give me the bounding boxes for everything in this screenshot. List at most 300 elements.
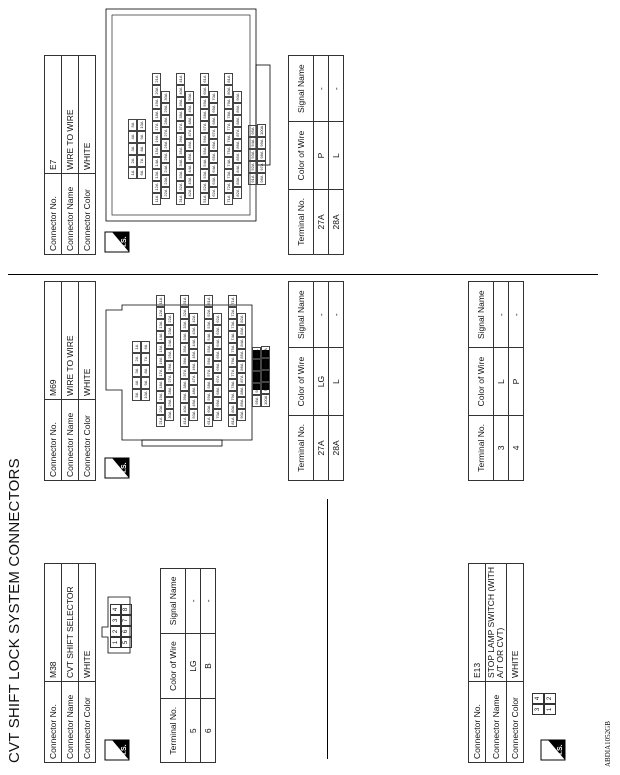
label: Connector No. bbox=[45, 174, 62, 255]
terminal-pin: 63A bbox=[213, 325, 222, 337]
value: WIRE TO WIRE bbox=[62, 282, 79, 400]
terminal-pin: 44A bbox=[185, 163, 194, 175]
col-signal: Signal Name bbox=[469, 282, 494, 348]
terminal-pin: 24A bbox=[161, 163, 170, 175]
terminal-pin: 84A bbox=[233, 163, 242, 175]
terminal-pin: 69A bbox=[209, 103, 218, 115]
terminal-pin: 87A bbox=[233, 127, 242, 139]
pin-row bbox=[128, 73, 137, 179]
pin-row bbox=[200, 73, 209, 205]
terminal-pin: 68A bbox=[209, 115, 218, 127]
terminal-pin: 48A bbox=[189, 385, 198, 397]
terminal-pin: 32A bbox=[180, 307, 189, 319]
pin-row bbox=[137, 73, 146, 179]
label: Connector Name bbox=[62, 400, 79, 481]
terminal-pin: 77A bbox=[224, 121, 233, 133]
col-signal: Signal Name bbox=[161, 569, 186, 634]
terminal-pin: 50A bbox=[185, 91, 194, 103]
terminal-pin: 39A bbox=[180, 391, 189, 403]
terminal-pin: 60A bbox=[204, 403, 213, 415]
terminal-pin: 30A bbox=[161, 91, 170, 103]
value: STOP LAMP SWITCH (WITH A/T OR CVT) bbox=[486, 564, 507, 682]
terminal-pin: 97A bbox=[261, 358, 270, 370]
terminal-pin: 85A bbox=[233, 151, 242, 163]
terminal-pin: 95A bbox=[252, 395, 261, 407]
e13-pins-bottom bbox=[544, 693, 556, 715]
terminal-pin: 88A bbox=[233, 115, 242, 127]
terminal-pin: 7 bbox=[120, 615, 132, 626]
terminal-pin: 10A bbox=[137, 119, 146, 131]
terminal-pin: 55A bbox=[204, 343, 213, 355]
terminal-pin: 47A bbox=[189, 373, 198, 385]
terminal-pin: 71A bbox=[228, 295, 237, 307]
terminal-pin: 19A bbox=[152, 97, 161, 109]
terminal-pin: 52A bbox=[204, 307, 213, 319]
pin-row bbox=[180, 295, 189, 427]
terminal-pin: 63A bbox=[209, 175, 218, 187]
e13-pins-top bbox=[532, 693, 544, 715]
terminal-pin: 81A bbox=[224, 73, 233, 85]
terminal-pin: 56A bbox=[200, 133, 209, 145]
terminal-pin: 80A bbox=[224, 85, 233, 97]
terminal-pin: 76A bbox=[228, 355, 237, 367]
terminal-pin: 48A bbox=[185, 115, 194, 127]
terminal-pin: 25A bbox=[161, 151, 170, 163]
terminal-pin: 7A bbox=[137, 155, 146, 167]
terminal-pin: 60A bbox=[200, 85, 209, 97]
label: Connector No. bbox=[45, 400, 62, 481]
terminal-pin: 99A bbox=[257, 137, 266, 149]
terminal-pin: 28A bbox=[165, 385, 174, 397]
terminal-pin: 12A bbox=[156, 307, 165, 319]
terminal-pin: 75A bbox=[228, 343, 237, 355]
terminal-pin: 72A bbox=[224, 181, 233, 193]
terminal-pin: 66A bbox=[209, 139, 218, 151]
terminal-pin: 1A bbox=[128, 167, 137, 179]
terminal-pin: 3A bbox=[132, 365, 141, 377]
m69-signal-table bbox=[288, 281, 344, 481]
terminal-pin: 40A bbox=[176, 85, 185, 97]
terminal-pin: 58A bbox=[204, 379, 213, 391]
pin-row bbox=[209, 73, 218, 199]
label: Connector Color bbox=[507, 682, 524, 763]
terminal-pin: 91A bbox=[248, 173, 257, 185]
terminal-pin: 41A bbox=[176, 73, 185, 85]
value: M38 bbox=[45, 564, 62, 682]
pin-row bbox=[176, 73, 185, 205]
pin-row bbox=[152, 73, 161, 205]
terminal-pin: 32A bbox=[176, 181, 185, 193]
label: Connector Color bbox=[79, 174, 96, 255]
terminal-pin: 98A bbox=[257, 149, 266, 161]
table-row: 27A LG - bbox=[314, 282, 329, 481]
terminal-pin: 78A bbox=[228, 379, 237, 391]
col-terminal: Terminal No. bbox=[289, 415, 314, 480]
e13-signal-table bbox=[468, 281, 524, 481]
terminal-pin: 26A bbox=[161, 139, 170, 151]
pin-row bbox=[237, 295, 246, 421]
terminal-pin: 6A bbox=[137, 167, 146, 179]
label: Connector Color bbox=[79, 400, 96, 481]
terminal-pin: 23A bbox=[161, 175, 170, 187]
table-row: 4 P - bbox=[509, 282, 524, 481]
terminal-pin: 5A bbox=[132, 389, 141, 401]
terminal-pin: 22A bbox=[161, 187, 170, 199]
terminal-pin: 90A bbox=[233, 91, 242, 103]
terminal-pin: 76A bbox=[224, 133, 233, 145]
terminal-pin: 66A bbox=[213, 361, 222, 373]
terminal-pin: 97A bbox=[257, 161, 266, 173]
terminal-pin: 51A bbox=[204, 295, 213, 307]
terminal-pin: 5 bbox=[120, 637, 132, 648]
terminal-pin: 37A bbox=[180, 367, 189, 379]
terminal-pin: 16A bbox=[152, 133, 161, 145]
terminal-pin: 67A bbox=[209, 127, 218, 139]
terminal-pin: 14A bbox=[156, 331, 165, 343]
terminal-pin: 59A bbox=[200, 97, 209, 109]
terminal-pin: 82A bbox=[237, 313, 246, 325]
terminal-pin: 94A bbox=[252, 383, 261, 395]
terminal-pin: 100A bbox=[259, 125, 264, 135]
terminal-pin: 46A bbox=[185, 139, 194, 151]
terminal-pin: 11A bbox=[152, 193, 161, 205]
pin-row bbox=[233, 73, 242, 199]
col-terminal: Terminal No. bbox=[469, 415, 494, 480]
connector-e13-header bbox=[468, 563, 524, 763]
terminal-pin: 79A bbox=[224, 97, 233, 109]
pin-row bbox=[156, 295, 165, 427]
col-terminal: Terminal No. bbox=[161, 699, 186, 763]
e7-pins bbox=[128, 73, 266, 205]
terminal-pin: 4 bbox=[110, 604, 122, 615]
terminal-pin: 45A bbox=[189, 349, 198, 361]
terminal-pin: 33A bbox=[176, 169, 185, 181]
hs-label: H.S. bbox=[121, 462, 128, 476]
hs-icon bbox=[104, 231, 135, 253]
terminal-pin: 86A bbox=[237, 361, 246, 373]
terminal-pin: 57A bbox=[200, 121, 209, 133]
terminal-pin: 35A bbox=[180, 343, 189, 355]
terminal-pin: 62A bbox=[209, 187, 218, 199]
terminal-pin: 73A bbox=[228, 319, 237, 331]
terminal-pin: 8A bbox=[137, 143, 146, 155]
terminal-pin: 1A bbox=[132, 341, 141, 353]
terminal-pin: 31A bbox=[176, 193, 185, 205]
terminal-pin: 2A bbox=[132, 353, 141, 365]
terminal-pin: 9A bbox=[137, 131, 146, 143]
e13-pin-face bbox=[532, 693, 556, 715]
terminal-pin: 33A bbox=[180, 319, 189, 331]
hs-icon bbox=[540, 739, 571, 761]
terminal-pin: 10A bbox=[141, 389, 150, 401]
connector-m38-header bbox=[44, 563, 96, 763]
terminal-pin: 27A bbox=[161, 127, 170, 139]
terminal-pin: 6A bbox=[141, 341, 150, 353]
terminal-pin: 25A bbox=[165, 349, 174, 361]
terminal-pin: 88A bbox=[237, 385, 246, 397]
terminal-pin: 80A bbox=[228, 403, 237, 415]
terminal-pin: 24A bbox=[165, 337, 174, 349]
terminal-pin: 38A bbox=[176, 109, 185, 121]
terminal-pin: 49A bbox=[185, 103, 194, 115]
terminal-pin: 2 bbox=[110, 626, 122, 637]
page-title: CVT SHIFT LOCK SYSTEM CONNECTORS bbox=[6, 458, 23, 763]
hs-label: H.S. bbox=[121, 744, 128, 758]
terminal-pin: 86A bbox=[233, 139, 242, 151]
terminal-pin: 45A bbox=[185, 151, 194, 163]
col-signal: Signal Name bbox=[289, 56, 314, 122]
terminal-pin: 52A bbox=[200, 181, 209, 193]
terminal-pin: 23A bbox=[165, 325, 174, 337]
terminal-pin: 47A bbox=[185, 127, 194, 139]
terminal-pin: 22A bbox=[165, 313, 174, 325]
terminal-pin: 55A bbox=[200, 145, 209, 157]
value: WHITE bbox=[507, 564, 524, 682]
terminal-pin: 96A bbox=[257, 173, 266, 185]
terminal-pin: 87A bbox=[237, 373, 246, 385]
terminal-pin: 64A bbox=[213, 337, 222, 349]
label: Connector Name bbox=[62, 682, 79, 763]
hs-label: H.S. bbox=[557, 744, 564, 758]
terminal-pin: 68A bbox=[213, 385, 222, 397]
terminal-pin: 54A bbox=[200, 157, 209, 169]
terminal-pin: 3 bbox=[532, 704, 544, 715]
hs-icon bbox=[104, 457, 135, 479]
terminal-pin: 65A bbox=[209, 151, 218, 163]
value: CVT SHIFT SELECTOR bbox=[62, 564, 79, 682]
terminal-pin: 79A bbox=[228, 391, 237, 403]
terminal-pin: 53A bbox=[204, 319, 213, 331]
terminal-pin: 93A bbox=[248, 149, 257, 161]
terminal-pin: 56A bbox=[204, 355, 213, 367]
pin-row bbox=[141, 295, 150, 401]
terminal-pin: 44A bbox=[189, 337, 198, 349]
terminal-pin: 31A bbox=[180, 295, 189, 307]
divider bbox=[8, 274, 598, 275]
terminal-pin: 14A bbox=[152, 157, 161, 169]
terminal-pin: 54A bbox=[204, 331, 213, 343]
terminal-pin: 61A bbox=[200, 73, 209, 85]
terminal-pin: 73A bbox=[224, 169, 233, 181]
terminal-pin: 36A bbox=[180, 355, 189, 367]
terminal-pin: 20A bbox=[156, 403, 165, 415]
col-color: Color of Wire bbox=[161, 633, 186, 699]
terminal-pin: 85A bbox=[237, 349, 246, 361]
connector-m69-header bbox=[44, 281, 96, 481]
terminal-pin: 49A bbox=[189, 397, 198, 409]
terminal-pin: 70A bbox=[213, 409, 222, 421]
terminal-pin: 29A bbox=[161, 103, 170, 115]
terminal-pin: 34A bbox=[180, 331, 189, 343]
pin-row bbox=[261, 295, 270, 407]
value: M69 bbox=[45, 282, 62, 400]
terminal-pin: 30A bbox=[165, 409, 174, 421]
terminal-pin: 84A bbox=[237, 337, 246, 349]
terminal-pin: 27A bbox=[165, 373, 174, 385]
pin-row bbox=[189, 295, 198, 421]
terminal-pin: 81A bbox=[228, 415, 237, 427]
terminal-pin: 67A bbox=[213, 373, 222, 385]
terminal-pin: 75A bbox=[224, 145, 233, 157]
terminal-pin: 5A bbox=[128, 119, 137, 131]
terminal-pin: 92A bbox=[248, 161, 257, 173]
table-row: 27A P - bbox=[314, 56, 329, 255]
terminal-pin: 59A bbox=[204, 391, 213, 403]
terminal-pin: 94A bbox=[248, 137, 257, 149]
terminal-pin: 7A bbox=[141, 353, 150, 365]
value: WHITE bbox=[79, 56, 96, 174]
terminal-pin: 38A bbox=[180, 379, 189, 391]
label: Connector No. bbox=[45, 682, 62, 763]
terminal-pin: 82A bbox=[233, 187, 242, 199]
terminal-pin: 3A bbox=[128, 143, 137, 155]
terminal-pin: 2 bbox=[544, 693, 556, 704]
value: WHITE bbox=[79, 282, 96, 400]
m38-signal-table bbox=[160, 568, 216, 763]
terminal-pin: 89A bbox=[237, 397, 246, 409]
terminal-pin: 13A bbox=[152, 169, 161, 181]
hs-icon bbox=[104, 739, 135, 761]
terminal-pin: 77A bbox=[228, 367, 237, 379]
terminal-pin: 50A bbox=[189, 409, 198, 421]
terminal-pin: 90A bbox=[237, 409, 246, 421]
value: E7 bbox=[45, 56, 62, 174]
terminal-pin: 89A bbox=[233, 103, 242, 115]
terminal-pin: 8 bbox=[120, 604, 132, 615]
terminal-pin: 4A bbox=[132, 377, 141, 389]
terminal-pin: 18A bbox=[152, 109, 161, 121]
table-row: 6 B - bbox=[201, 569, 216, 763]
terminal-pin: 21A bbox=[152, 73, 161, 85]
terminal-pin: 6 bbox=[120, 626, 132, 637]
terminal-pin: 40A bbox=[180, 403, 189, 415]
terminal-pin: 29A bbox=[165, 397, 174, 409]
terminal-pin: 83A bbox=[237, 325, 246, 337]
terminal-pin: 16A bbox=[156, 355, 165, 367]
value: WIRE TO WIRE bbox=[62, 56, 79, 174]
col-color: Color of Wire bbox=[289, 122, 314, 189]
terminal-pin: 83A bbox=[233, 175, 242, 187]
terminal-pin: 28A bbox=[161, 115, 170, 127]
m38-pins-bottom bbox=[120, 604, 132, 648]
pin-row bbox=[257, 73, 266, 185]
terminal-pin: 41A bbox=[180, 415, 189, 427]
terminal-pin: 69A bbox=[213, 397, 222, 409]
terminal-pin: 1 bbox=[544, 704, 556, 715]
terminal-pin: 98A bbox=[261, 370, 270, 382]
pin-row bbox=[204, 295, 213, 427]
pin-row bbox=[252, 295, 261, 407]
figure-code: ABDIA1052GB bbox=[604, 721, 612, 767]
terminal-pin: 51A bbox=[200, 193, 209, 205]
terminal-pin: 17A bbox=[156, 367, 165, 379]
pin-row bbox=[213, 295, 222, 421]
terminal-pin: 26A bbox=[165, 361, 174, 373]
col-color: Color of Wire bbox=[289, 348, 314, 415]
terminal-pin: 65A bbox=[213, 349, 222, 361]
col-signal: Signal Name bbox=[289, 282, 314, 348]
pin-row bbox=[132, 295, 141, 401]
terminal-pin: 61A bbox=[204, 415, 213, 427]
terminal-pin: 42A bbox=[185, 187, 194, 199]
terminal-pin: 37A bbox=[176, 121, 185, 133]
e7-signal-table bbox=[288, 55, 344, 255]
terminal-pin: 13A bbox=[156, 319, 165, 331]
terminal-pin: 57A bbox=[204, 367, 213, 379]
pin-row bbox=[161, 73, 170, 199]
terminal-pin: 19A bbox=[156, 391, 165, 403]
pin-row bbox=[185, 73, 194, 199]
terminal-pin: 17A bbox=[152, 121, 161, 133]
terminal-pin: 78A bbox=[224, 109, 233, 121]
terminal-pin: 96A bbox=[261, 346, 270, 358]
terminal-pin: 71A bbox=[224, 193, 233, 205]
terminal-pin: 64A bbox=[209, 163, 218, 175]
terminal-pin: 11A bbox=[156, 295, 165, 307]
terminal-pin: 35A bbox=[176, 145, 185, 157]
pin-row bbox=[224, 73, 233, 205]
terminal-pin: 53A bbox=[200, 169, 209, 181]
terminal-pin: 72A bbox=[228, 307, 237, 319]
terminal-pin: 99A bbox=[261, 382, 270, 394]
terminal-pin: 58A bbox=[200, 109, 209, 121]
terminal-pin: 1 bbox=[110, 637, 122, 648]
terminal-pin: 21A bbox=[156, 415, 165, 427]
connector-e7-header bbox=[44, 55, 96, 255]
terminal-pin: 18A bbox=[156, 379, 165, 391]
label: Connector No. bbox=[469, 682, 486, 763]
table-row: 5 LG - bbox=[186, 569, 201, 763]
terminal-pin: 12A bbox=[152, 181, 161, 193]
terminal-pin: 62A bbox=[213, 313, 222, 325]
pin-row bbox=[248, 73, 257, 185]
terminal-pin: 20A bbox=[152, 85, 161, 97]
table-row: 3 L - bbox=[494, 282, 509, 481]
terminal-pin: 42A bbox=[189, 313, 198, 325]
terminal-pin: 74A bbox=[228, 331, 237, 343]
value: WHITE bbox=[79, 564, 96, 682]
table-row: 28A L - bbox=[329, 56, 344, 255]
terminal-pin: 46A bbox=[189, 361, 198, 373]
terminal-pin: 39A bbox=[176, 97, 185, 109]
label: Connector Name bbox=[486, 682, 507, 763]
terminal-pin: 3 bbox=[110, 615, 122, 626]
terminal-pin: 36A bbox=[176, 133, 185, 145]
value: E13 bbox=[469, 564, 486, 682]
terminal-pin: 2A bbox=[128, 155, 137, 167]
col-terminal: Terminal No. bbox=[289, 189, 314, 254]
terminal-pin: 95A bbox=[248, 125, 257, 137]
terminal-pin: 92A bbox=[252, 359, 261, 371]
terminal-pin: 15A bbox=[152, 145, 161, 157]
label: Connector Name bbox=[62, 174, 79, 255]
terminal-pin: 70A bbox=[209, 91, 218, 103]
m69-pins bbox=[132, 295, 270, 427]
terminal-pin: 91A bbox=[252, 347, 261, 359]
terminal-pin: 9A bbox=[141, 377, 150, 389]
terminal-pin: 34A bbox=[176, 157, 185, 169]
terminal-pin: 100A bbox=[263, 395, 268, 405]
table-row: 28A L - bbox=[329, 282, 344, 481]
pin-row bbox=[165, 295, 174, 421]
terminal-pin: 15A bbox=[156, 343, 165, 355]
terminal-pin: 43A bbox=[185, 175, 194, 187]
hs-label: H.S. bbox=[121, 236, 128, 250]
pin-row bbox=[228, 295, 237, 427]
divider bbox=[327, 499, 328, 759]
terminal-pin: 4 bbox=[532, 693, 544, 704]
terminal-pin: 8A bbox=[141, 365, 150, 377]
